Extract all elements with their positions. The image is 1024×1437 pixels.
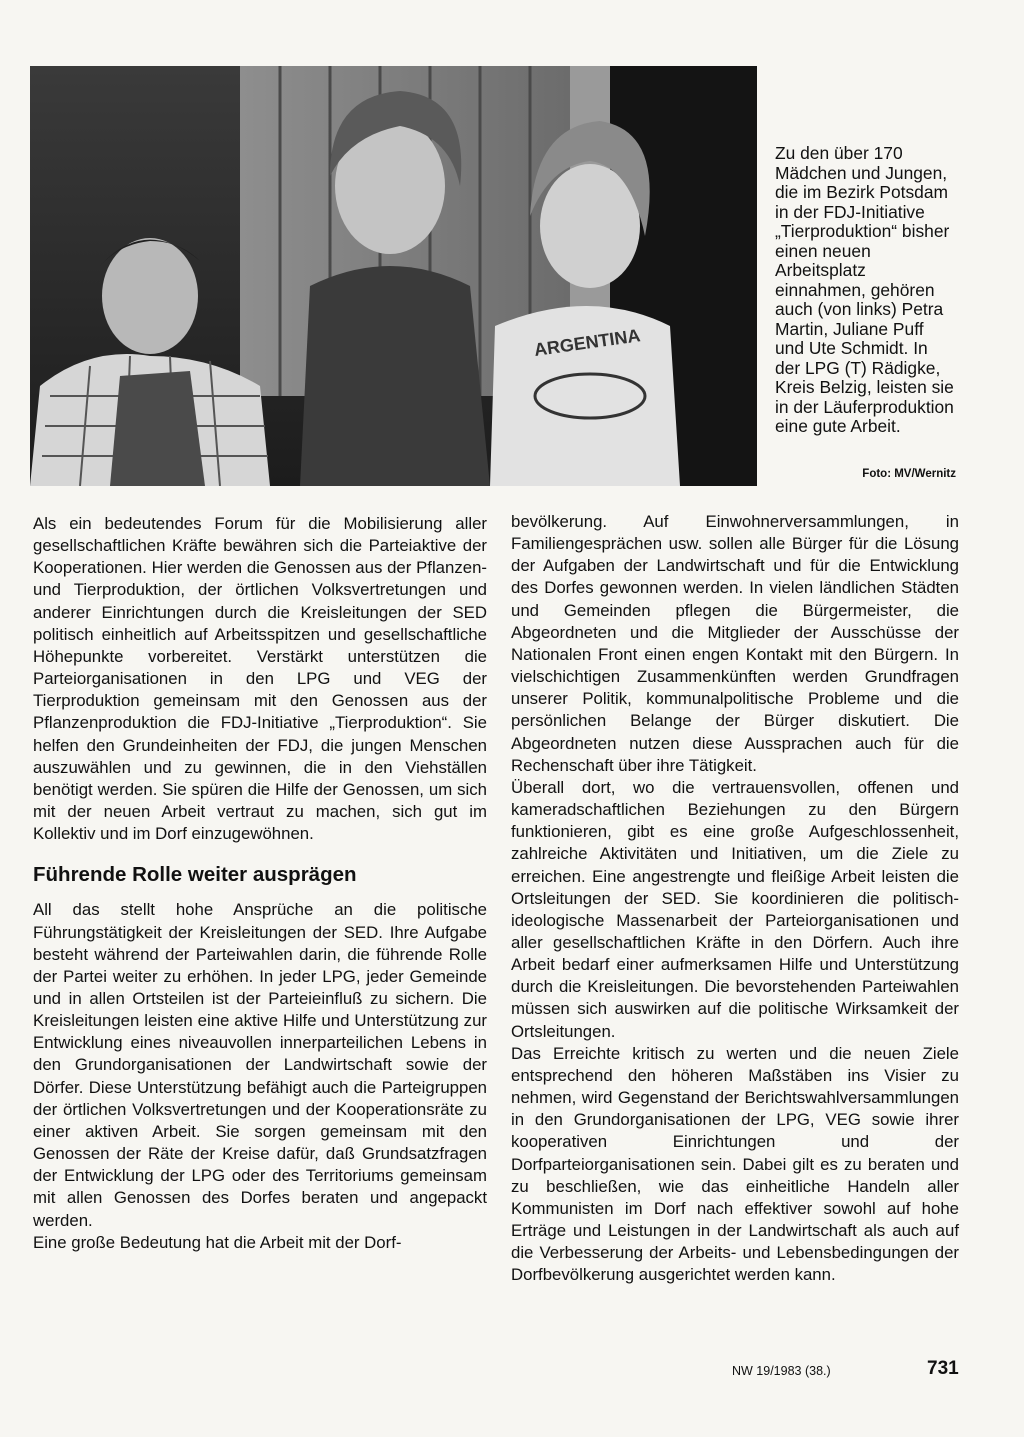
- left-paragraph-3: Eine große Bedeutung hat die Arbeit mit der Dorf-: [33, 1232, 402, 1252]
- right-paragraph-2: Überall dort, wo die vertrauensvollen, offenen und kameradschaftlichen Beziehungen zu den Bürgern funktionieren, gibt es eine große Aufgeschlossenheit, zahlreiche Aktivitäten und Initiativen, um die Ziele zu erreichen. Eine angestrengte und fleißige Arbeit leisten die Ortsleitungen der SED. Sie koordinieren die politisch-ideologische Massenarbeit der Parteiorganisationen und aller gesellschaftlichen Kräfte in den Dörfern. Auch ihre Arbeit bedarf einer aufmerksamen Hilfe und Unterstützung durch die Kreisleitungen. Die bevorstehenden Parteiwahlen müssen sich auswirken auf die politische Wirksamkeit der Ortsleitungen.: [511, 777, 959, 1041]
- left-paragraph-1: Als ein bedeutendes Forum für die Mobilisierung aller gesellschaftlichen Kräfte bewähren sich die Parteiaktive der Kooperationen. Hier werden die Genossen aus der Pflanzen- und Tierproduktion, der örtlichen Volksvertretungen und anderer Einrichtungen durch die Kreisleitungen der SED politisch einheitlich auf Arbeitsspitzen und gesellschaftliche Höhepunkte vorbereitet. Verstärkt unterstützen die Parteiorganisationen in den LPG und VEG der Tierproduktion gemeinsam mit den Genossen aus der Pflanzenproduktion die FDJ-Initiative „Tierproduktion“. Sie helfen den Grundeinheiten der FDJ, die jungen Menschen auszuwählen und zu gewinnen, die in den Viehställen benötigt werden. Sie spüren die Hilfe der Genossen, um sich mit der neuen Arbeit vertraut zu machen, sich gut im Kollektiv und im Dorf einzugewöhnen.: [33, 514, 487, 844]
- right-paragraph-1: bevölkerung. Auf Einwohnerversammlungen, in Familiengesprächen usw. sollen alle Bürger für die Lösung der Aufgaben der Landwirtschaft und für die Entwicklung des Dorfes gewonnen werden. In vielen ländlichen Städten und Gemeinden pflegen die Bürgermeister, die Abgeordneten und die Mitglieder der Ausschüsse der Nationalen Front einen engen Kontakt mit den Bürgern. In vielschichtigen Zusammenkünften werden Grundfragen unserer Politik, kommunalpolitische Probleme und die persönlichen Belange der Bürger diskutiert. Die Abgeordneten nutzen diese Aussprachen auch für die Rechenschaft über ihre Tätigkeit.: [511, 512, 959, 775]
- left-column: [33, 513, 487, 1254]
- section-heading: Führende Rolle weiter ausprägen: [33, 863, 357, 887]
- page-number: 731: [927, 1358, 959, 1379]
- shirt-print: ARGENTINA: [532, 325, 642, 360]
- right-column: [511, 511, 959, 1286]
- left-paragraph-2: All das stellt hohe Ansprüche an die politische Führungstätigkeit der Kreisleitungen der SED. Ihre Aufgabe besteht während der Parteiwahlen darin, die führende Rolle der Partei weiter zu erhöhen. In jeder LPG, jeder Gemeinde und in allen Ortsteilen ist der Parteieinfluß zu sichern. Die Kreisleitungen leisten eine aktive Hilfe und Unterstützung zur Entwicklung eines niveauvollen innerparteilichen Lebens in den Grundorganisationen der Landwirtschaft sowie der Dörfer. Diese Unterstützung befähigt auch die Parteigruppen der örtlichen Volksvertretungen und der Kooperationsräte zu einer aktiven Arbeit. Sie sorgen gemeinsam mit den Genossen der Räte der Kreise dafür, daß Grundsatzfragen der Entwicklung der LPG oder des Territoriums gemeinsam mit allen Genossen des Dorfes beraten und angepackt werden.: [33, 900, 487, 1230]
- issue-reference: NW 19/1983 (38.): [732, 1364, 831, 1378]
- article-photo: [30, 66, 757, 486]
- right-paragraph-3: Das Erreichte kritisch zu werten und die neuen Ziele entsprechend den höheren Maßstäben ins Visier zu nehmen, wird Gegenstand der Berichtswahlversammlungen in den Grundorganisationen der LPG, VEG sowie ihrer kooperativen Einrichtungen und der Dorfparteiorganisationen sein. Dabei gilt es zu beraten und zu beschließen, wie das einheitliche Handeln aller Kommunisten im Dorf nach effektiver sowohl auf hohe Erträge und Leistungen in der Landwirtschaft als auch auf die Verbesserung der Arbeits- und Lebensbedingungen der Dorfbevölkerung ausgerichtet werden kann.: [511, 1043, 959, 1285]
- photo-caption: Zu den über 170 Mädchen und Jungen, die im Bezirk Potsdam in der FDJ-Initiative „Tierproduktion“ bisher einen neuen Arbeitsplatz einnahmen, gehören auch (von links) Petra Martin, Juliane Puff und Ute Schmidt. In der LPG (T) Rädigke, Kreis Belzig, leisten sie in der Läuferproduktion eine gute Arbeit.: [775, 143, 954, 436]
- photo-credit: Foto: MV/Wernitz: [862, 468, 956, 480]
